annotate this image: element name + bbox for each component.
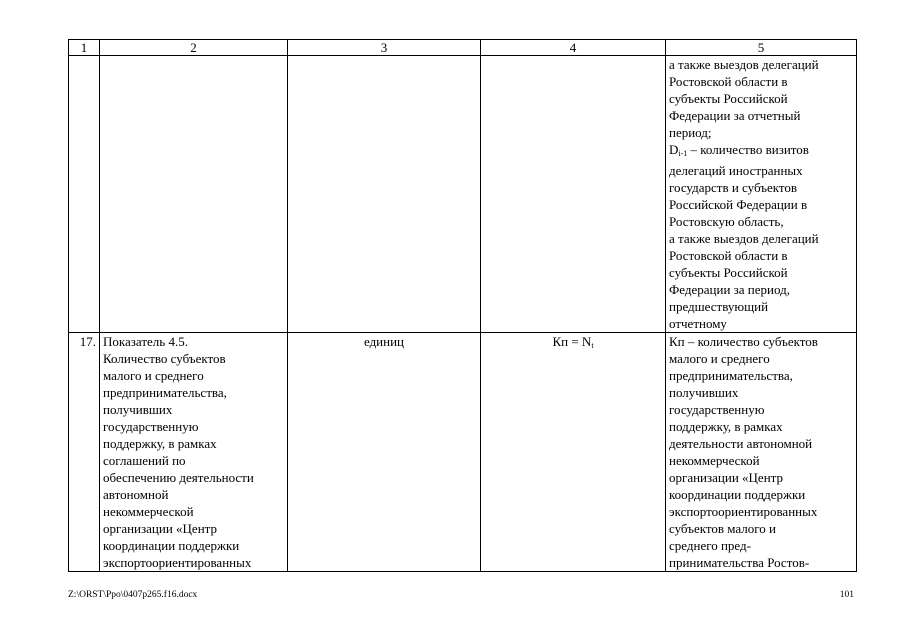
text-line: отчетному bbox=[669, 316, 727, 331]
text-line: Ростовской области в bbox=[669, 74, 788, 89]
text-line: Кп – количество субъектов bbox=[669, 334, 818, 349]
cell-name-empty bbox=[100, 56, 288, 333]
text-line: государственную bbox=[103, 419, 199, 434]
d-symbol: D bbox=[669, 142, 679, 157]
text-line: автономной bbox=[103, 487, 169, 502]
cell-unit-empty bbox=[288, 56, 481, 333]
text-line: предшествующий bbox=[669, 299, 769, 314]
text-line: государственную bbox=[669, 402, 765, 417]
text-line: государств и субъектов bbox=[669, 180, 798, 195]
header-col-4: 4 bbox=[481, 40, 666, 56]
text-line-d-definition bbox=[669, 141, 853, 162]
cell-description-continued bbox=[666, 56, 857, 333]
text-line: Ростовскую область, bbox=[669, 214, 784, 229]
cell-unit: единиц bbox=[288, 333, 481, 572]
text-line: некоммерческой bbox=[669, 453, 760, 468]
header-col-2: 2 bbox=[100, 40, 288, 56]
text-line: а также выездов делегаций bbox=[669, 231, 819, 246]
text-line: Российской Федерации в bbox=[669, 197, 808, 212]
table-row-17 bbox=[69, 333, 857, 572]
text-line: поддержку, в рамках bbox=[669, 419, 783, 434]
text-line: период; bbox=[669, 125, 712, 140]
text-line: субъекты Российской bbox=[669, 91, 788, 106]
text-line: обеспечению деятельности bbox=[103, 470, 254, 485]
header-col-1: 1 bbox=[69, 40, 100, 56]
text-line: малого и среднего bbox=[669, 351, 770, 366]
text-line: организации «Центр bbox=[103, 521, 217, 536]
text-line: предпринимательства, bbox=[103, 385, 227, 400]
cell-formula bbox=[481, 333, 666, 572]
text-line: Федерации за период, bbox=[669, 282, 790, 297]
text-line: малого и среднего bbox=[103, 368, 204, 383]
footer-file-path: Z:\ORST\Ppo\0407p265.f16.docx bbox=[68, 590, 198, 600]
text-line: деятельности автономной bbox=[669, 436, 813, 451]
footer-page-number: 101 bbox=[839, 590, 854, 600]
header-col-5: 5 bbox=[666, 40, 857, 56]
formula-subscript: t bbox=[591, 341, 594, 350]
text-line: принимательства Ростов- bbox=[669, 555, 810, 570]
table-row-continued bbox=[69, 56, 857, 333]
cell-indicator-name bbox=[100, 333, 288, 572]
text-line: Ростовской области в bbox=[669, 248, 788, 263]
d-subscript: i-1 bbox=[678, 149, 688, 158]
text-line: соглашений по bbox=[103, 453, 186, 468]
text-line: получивших bbox=[669, 385, 739, 400]
cell-description bbox=[666, 333, 857, 572]
formula-main: Кп = N bbox=[552, 334, 592, 349]
text-line: координации поддержки bbox=[669, 487, 806, 502]
table-header-row bbox=[69, 40, 857, 56]
text-line: экспортоориентированных bbox=[103, 555, 252, 570]
text-line: а также выездов делегаций bbox=[669, 57, 819, 72]
header-col-3: 3 bbox=[288, 40, 481, 56]
text-line: Показатель 4.5. bbox=[103, 334, 188, 349]
cell-num-empty bbox=[69, 56, 100, 333]
document-table bbox=[68, 39, 857, 572]
text-line: некоммерческой bbox=[103, 504, 194, 519]
text-line: экспортоориентированных bbox=[669, 504, 818, 519]
text-line: получивших bbox=[103, 402, 173, 417]
text-line: поддержку, в рамках bbox=[103, 436, 217, 451]
text-line: координации поддержки bbox=[103, 538, 240, 553]
row-number: 17. bbox=[69, 333, 100, 572]
text-line: субъектов малого и bbox=[669, 521, 776, 536]
text-line: организации «Центр bbox=[669, 470, 783, 485]
text-line: делегаций иностранных bbox=[669, 163, 803, 178]
cell-formula-empty bbox=[481, 56, 666, 333]
text-line: Федерации за отчетный bbox=[669, 108, 801, 123]
text-line: субъекты Российской bbox=[669, 265, 788, 280]
d-definition-text: – количество визитов bbox=[687, 142, 809, 157]
text-line: Количество субъектов bbox=[103, 351, 226, 366]
text-line: предпринимательства, bbox=[669, 368, 793, 383]
text-line: среднего пред- bbox=[669, 538, 751, 553]
